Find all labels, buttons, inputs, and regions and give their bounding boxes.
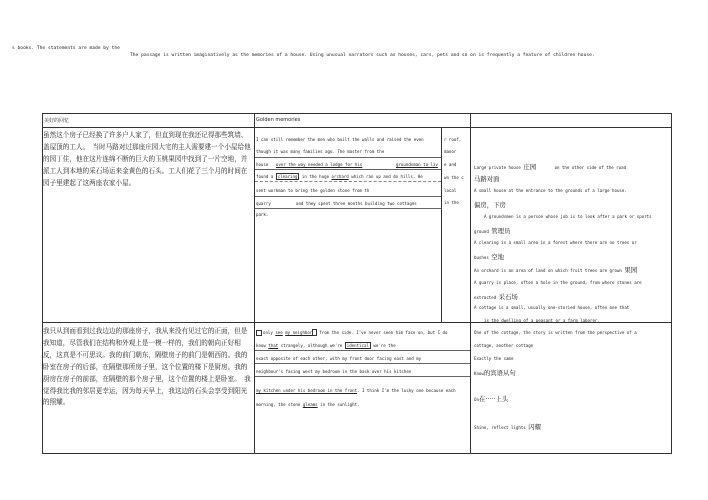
vocab-8-en: bushes xyxy=(474,255,489,260)
row2-rule-c xyxy=(255,376,470,377)
row1-en-line-5: sent workman to bring the golden stone from th xyxy=(256,188,370,193)
phrase-my-kitchen: my kitchen under his bedroom in the front xyxy=(256,388,358,393)
vocab2-4-en: Know xyxy=(474,371,484,376)
row1-en-line-3a: house xyxy=(256,162,269,167)
vocab-8 xyxy=(474,252,504,261)
word-in-the-huge: in the huge xyxy=(301,174,330,179)
vocab-1b-en: on the other side of the road xyxy=(554,165,627,170)
vocab2-5-en: On xyxy=(474,397,479,402)
word-orchard: orchard xyxy=(331,174,349,179)
row1-en-line-6b: and they spent three months building two cottages xyxy=(296,201,417,206)
vocab-3: A small house at the entrance to the grounds of a large house. xyxy=(474,188,627,193)
vocab2-4-zh: 的宾语从句 xyxy=(483,369,516,377)
row2-en-line-2 xyxy=(256,343,396,348)
vocab-7: A clearing is a small area in a forest where there are no trees or xyxy=(474,240,637,245)
side-text-2: manor xyxy=(444,149,457,154)
vocab-2-zh: 马路对面 xyxy=(474,175,500,183)
word-clearing: clearing xyxy=(277,174,298,179)
row1-en-line-7: park. xyxy=(256,212,269,217)
vocab-1-en: Large private house xyxy=(474,165,521,170)
row2-l1-rest: from the side. I've never seen him face on, but I do xyxy=(319,330,448,335)
top-line-2: The passage is written imaginatively as the memories of a house. Using unusual narrators such as houses, cars, pets and so on is frequently a feature of children house. xyxy=(130,53,595,58)
vocab2-6-en: Shine, reflect lights xyxy=(474,425,526,430)
row2-en-line-6 xyxy=(256,402,360,407)
row1-en-line-6a: quarry xyxy=(256,201,271,206)
row2-l2-mid: strangely, although we're xyxy=(280,343,343,348)
row1-en-line-4 xyxy=(256,174,423,179)
row1-rule-b xyxy=(255,169,441,170)
vocab-6-en: ground xyxy=(474,229,489,234)
vocab-8-zh: 空地 xyxy=(491,253,505,261)
vocab-6-zh: 管理员 xyxy=(491,227,511,235)
vocab-5: A groundsmen is a person whose job is to look after a park or sports xyxy=(484,214,652,219)
side-text-4: wn the c xyxy=(444,175,464,180)
col-divider-1 xyxy=(254,113,255,453)
vocab2-6-zh: 闪耀 xyxy=(528,423,542,431)
header-mid: Golden memories xyxy=(256,117,301,123)
vocab2-4 xyxy=(474,368,516,377)
word-my-neighbor: my neighbor xyxy=(285,330,313,335)
row1-rule-e xyxy=(255,208,441,209)
col-divider-2 xyxy=(470,113,471,453)
top-line-1: s books. The statements are made by the xyxy=(12,46,120,51)
side-text-1: r roof, xyxy=(444,137,462,142)
vocab-11-zh: 采石场 xyxy=(498,293,518,301)
row2-en-line-1 xyxy=(256,330,447,336)
word-identical: identical xyxy=(346,343,369,348)
side-text-3: e and xyxy=(444,162,457,167)
inner-side-divider xyxy=(441,127,442,322)
header-left: 美好的回忆 xyxy=(44,118,70,124)
row1-en-line-3b: over the way needed a lodge for his xyxy=(276,162,363,167)
row2-en-line-5 xyxy=(256,388,456,393)
vocab-1 xyxy=(474,162,626,171)
header-divider xyxy=(42,127,671,128)
row2-en-line-3: exact opposite of each other, with my front door facing east and my xyxy=(256,356,422,361)
row2-l6-end: in the sunlight. xyxy=(320,402,360,407)
word-know: know xyxy=(256,343,266,348)
word-found-a: found a xyxy=(256,174,274,179)
word-that: that xyxy=(268,343,279,348)
vocab-9 xyxy=(474,265,637,274)
word-see: see xyxy=(275,330,283,335)
side-text-5: local xyxy=(444,188,457,193)
row1-rule-a xyxy=(255,157,441,158)
vocab-9-zh: 果园 xyxy=(624,266,638,274)
row2-l5-rest: . I think I'm the lucky one because each xyxy=(357,388,456,393)
vocab-13: is the dwelling of a peasant or a farm laborer. xyxy=(484,318,600,323)
word-gleams: gleams xyxy=(302,402,318,407)
vocab2-3: Exactly the same xyxy=(474,356,514,361)
word-hills: which ran up and do hills. He xyxy=(351,174,423,179)
row2-l2-end: we're the xyxy=(373,343,396,348)
side-text-6: in the xyxy=(444,200,459,205)
vocab-1-zh: 庄园 xyxy=(523,163,537,171)
row2-chinese-text: 我只从到面看到过我边边的那座房子，我从来没有见过它的正面，但是我知道，尽管我们在结构和外观上是一模一样的，我们的朝向正好相反，这真是不可思议。我的前门朝东，隔壁房子的前门是朝西的。我的卧室在房子的后部，在隔壁那所房子里，这个位置的楼下是厨房。我的厨房在房子的前部，在隔壁的那个房子里，这个位置的楼上是卧室。 我觉得我比我的邻居更幸运，因为每天早上，我这边的石头会享受到阳光的照耀。 xyxy=(43,327,251,407)
row1-en-line-1: I can still remember the men who built the walls and raised the even xyxy=(256,137,424,142)
row1-rule-c xyxy=(255,181,441,182)
vocab-4-zh: 偏房，下房 xyxy=(474,201,506,209)
row2-rule-a xyxy=(255,350,470,351)
vocab2-5-zh: 在·····上头 xyxy=(478,395,509,403)
vocab-12: A cottage is a small, usually one-storied house, often one that xyxy=(474,305,630,310)
vocab2-5 xyxy=(474,394,508,403)
row2-rule-b xyxy=(255,363,470,364)
vocab2-2: cottage, another cottage xyxy=(474,343,534,348)
vocab-6 xyxy=(474,226,510,235)
vocab-11 xyxy=(474,292,518,301)
row1-rule-d xyxy=(255,196,441,197)
vocab2-1: One of the cottage, the story is written from the perspective of a xyxy=(474,330,637,335)
vocab-10: A quarry is place, often a hole in the ground, from where stones are xyxy=(474,280,642,285)
vocab-9-en: An orchard is an area of land on which fruit trees are grown xyxy=(474,268,622,273)
row1-en-line-2: though it was many families ago. The master from the xyxy=(256,149,385,154)
row1-en-line-3c: groundsman to liv xyxy=(396,162,438,167)
row1-chinese-text: 虽然这个房子已经换了许多户人家了，但直到现在我还记得那些筑墙、盖屋顶的工人。 当时马路对过那座庄园大宅的主人需要建一个小屋给他的园丁住，他在这片连绵不断的巨大的玉桃果园中找到了一片空地，并派工人到本地的采石场运来金黄色的石头。工人们花了三个月的时间在园子里建起了这两座农家小屋。 xyxy=(43,131,251,187)
checkbox-icon xyxy=(256,330,262,336)
row2-l6-start: morning, the stone xyxy=(256,402,301,407)
word-only: only xyxy=(263,330,273,335)
row2-en-line-4: neighbour's facing west my bedroom in the back over his kitchen xyxy=(256,369,412,374)
vocab2-6 xyxy=(474,422,541,431)
vocab-11-en: extracted xyxy=(474,295,497,300)
